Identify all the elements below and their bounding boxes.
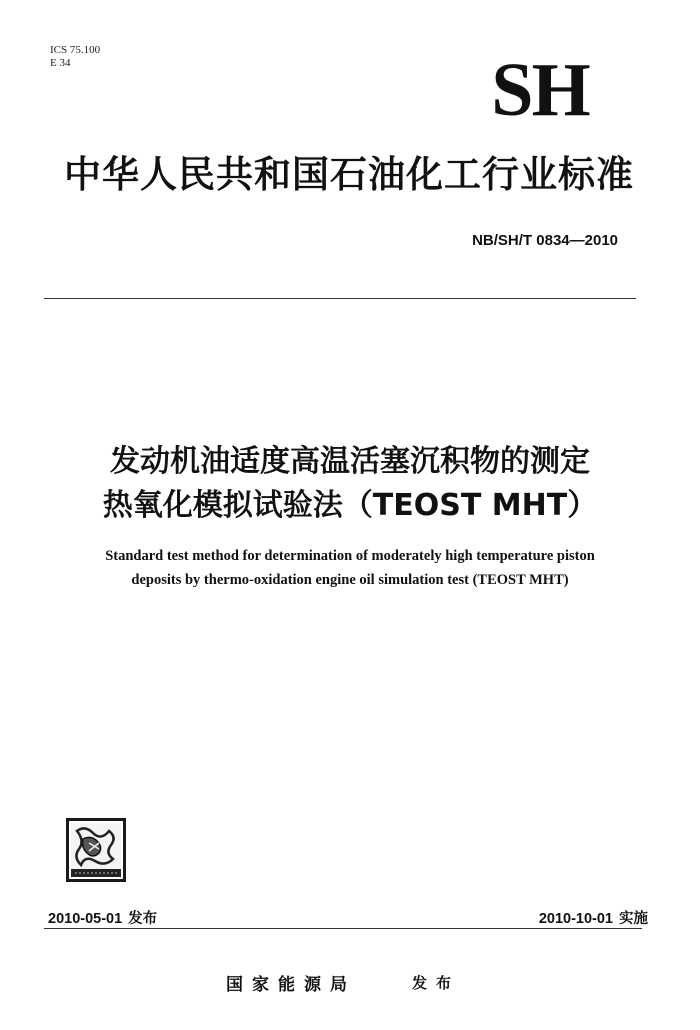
issuer-name: 国家能源局: [226, 975, 356, 995]
standard-name: 中华人民共和国石油化工行业标准: [64, 153, 634, 196]
classification-codes: [50, 44, 100, 70]
title-english-line1: Standard test method for determination of moderately high temperature piston: [105, 548, 595, 564]
publish-date-block: [48, 907, 157, 928]
title-english: [30, 544, 670, 592]
standard-number: NB/SH/T 0834—2010: [472, 232, 618, 249]
publish-label: 发布: [128, 911, 158, 927]
title-chinese-line1: 发动机油适度高温活塞沉积物的测定: [110, 444, 590, 479]
effective-date-block: [539, 907, 648, 928]
title-chinese-line2: 热氧化模拟试验法（TEOST MHT）: [102, 488, 598, 523]
title-chinese: [40, 440, 660, 528]
ics-code: ICS 75.100: [50, 44, 101, 56]
barcode-seal-icon: [66, 818, 126, 882]
effective-label: 实施: [619, 911, 648, 927]
issuer-action: 发布: [412, 974, 461, 992]
title-english-line2: deposits by thermo-oxidation engine oil simulation test (TEOST MHT): [131, 572, 569, 588]
publish-date: 2010-05-01: [48, 911, 123, 927]
effective-date: 2010-10-01: [538, 911, 613, 927]
bottom-divider: [44, 928, 642, 929]
sh-logo: SH: [491, 48, 589, 132]
category-code: E 34: [50, 57, 71, 69]
top-divider: [44, 298, 636, 299]
